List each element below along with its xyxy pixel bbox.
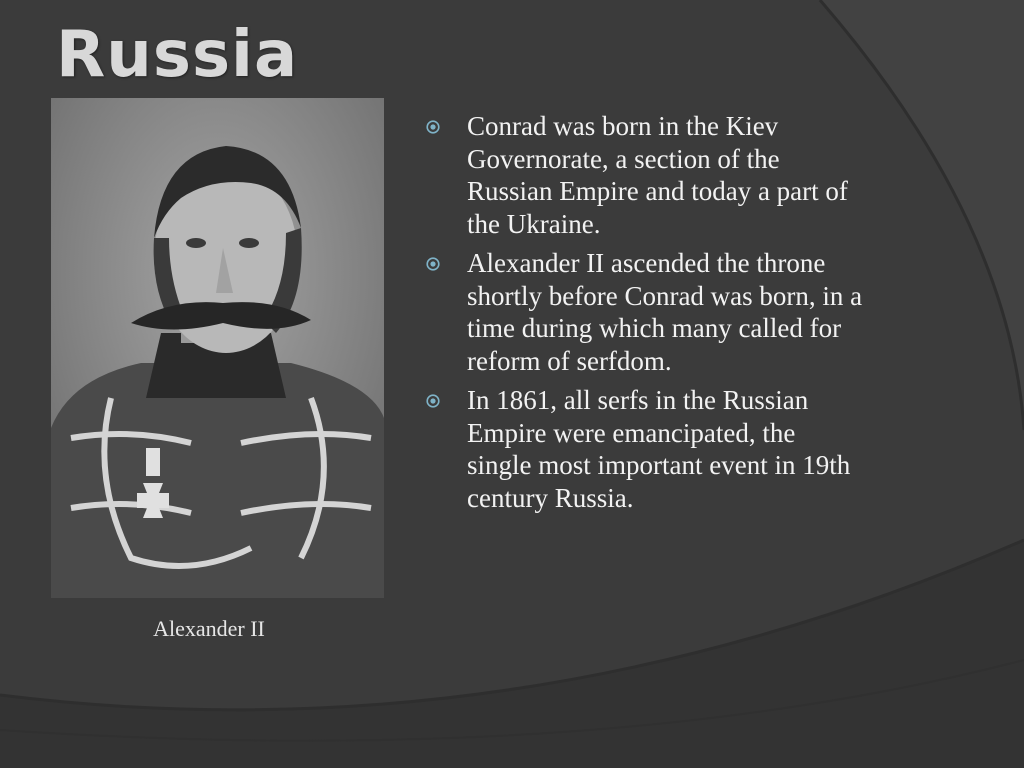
bullet-text: Conrad was born in the Kiev Governorate, a section of the Russian Empire and today a part of the Ukraine. <box>467 111 848 239</box>
image-caption: Alexander II <box>153 616 265 641</box>
portrait-image <box>51 98 384 598</box>
bullet-item <box>426 247 866 377</box>
bullet-item <box>426 384 866 514</box>
circled-dot-icon <box>426 120 440 134</box>
circled-dot-icon <box>426 394 440 408</box>
circled-dot-icon <box>426 257 440 271</box>
slide-title: Russia <box>56 18 299 92</box>
bullet-item <box>426 110 866 240</box>
bullet-text: Alexander II ascended the throne shortly before Conrad was born, in a time during which many called for reform of serfdom. <box>467 248 863 376</box>
bullet-text: In 1861, all serfs in the Russian Empire were emancipated, the single most important event in 19th century Russia. <box>467 385 851 513</box>
bullet-list <box>426 110 866 521</box>
